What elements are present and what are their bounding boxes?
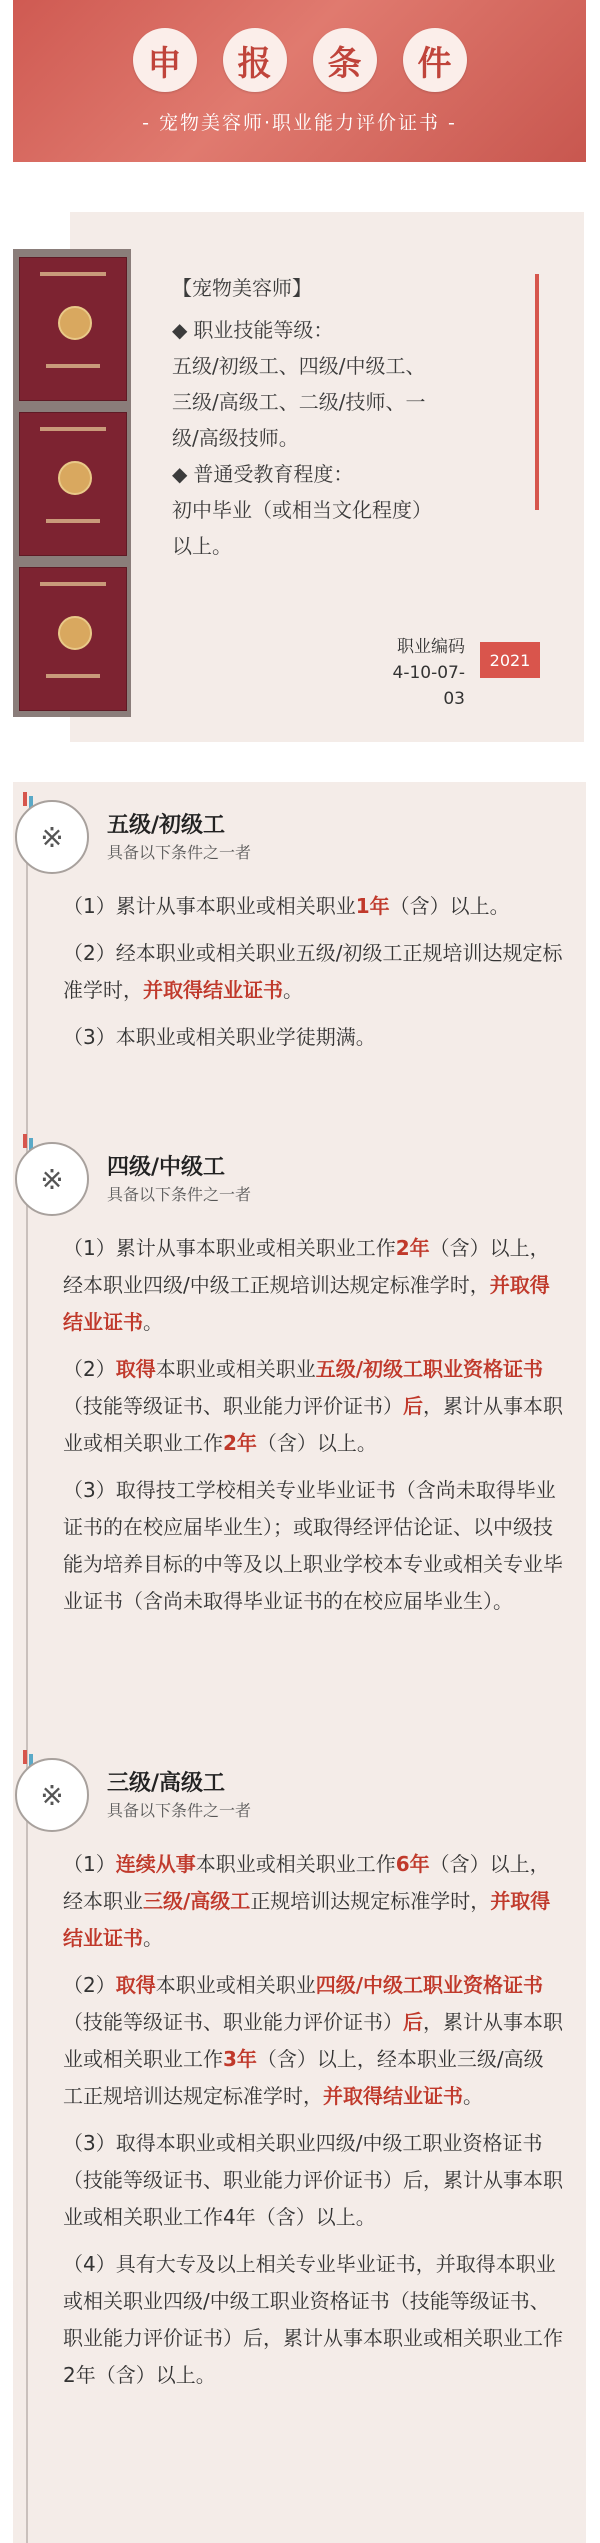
skill-heading: ◆ 职业技能等级： [172, 312, 512, 348]
condition-text: （含）以上，经本职业四级/中级工正规培训达规定标准学时， [63, 1236, 550, 1297]
highlight-text: 取得 [115, 1357, 156, 1381]
section-body [63, 888, 563, 1066]
condition-text: 本职业或相关职业 [155, 1357, 316, 1381]
condition-item [63, 888, 563, 925]
certificate-image [19, 412, 127, 556]
certificate-image [19, 567, 127, 711]
certificate-image [19, 257, 127, 401]
condition-item [63, 1019, 563, 1056]
condition-text: （1） [63, 1852, 116, 1876]
title-char: 件 [403, 28, 467, 92]
highlight-text: 后 [403, 1394, 423, 1418]
section-body [63, 1230, 563, 1630]
condition-text: （3）取得技工学校相关专业毕业证书（含尚未取得毕业证书的在校应届毕业生）；或取得经评估论证、以中级技能为培养目标的中等及以上职业学校本专业或相关专业毕业证书（含尚未取得毕业证书的在校应届毕业生）。 [63, 1478, 563, 1613]
highlight-text: 取得 [115, 1973, 156, 1997]
condition-item [63, 935, 563, 1009]
condition-text: 本职业或相关职业 [155, 1973, 316, 1997]
flag-red [23, 1750, 27, 1764]
condition-text: ，累计从事本职业或相关职业工作 [63, 1394, 563, 1455]
condition-text: ，累计从事本职业或相关职业工作 [63, 2010, 563, 2071]
section-title: 三级/高级工 [107, 1771, 226, 1796]
condition-text: （2）经本职业或相关职业五级/初级工正规培训达规定标准学时， [63, 941, 563, 1002]
edu-line: 初中毕业（或相当文化程度） [172, 498, 432, 522]
condition-text: （4）具有大专及以上相关专业毕业证书，并取得本职业或相关职业四级/中级工职业资格证书（技能等级证书、职业能力评价证书）后，累计从事本职业或相关职业工作2年（含）以上。 [63, 2252, 563, 2387]
intro-accent-bar [535, 274, 539, 510]
condition-text: （1）累计从事本职业或相关职业 [63, 894, 356, 918]
certificate-photo [13, 249, 131, 717]
intro-text [172, 270, 512, 564]
banner-subtitle: - 宠物美容师·职业能力评价证书 - [142, 112, 457, 134]
highlight-text: 并取得结业证书 [63, 1273, 550, 1334]
highlight-text: 并取得结业证书 [143, 978, 283, 1002]
condition-text: （含）以上。 [389, 894, 510, 918]
highlight-text: 1年 [355, 894, 390, 918]
condition-text: （技能等级证书、职业能力评价证书） [63, 2010, 403, 2034]
section-body [63, 1846, 563, 2404]
skill-line: 级/高级技师。 [172, 426, 299, 450]
code-value: 4-10-07-03 [392, 663, 465, 709]
diamond-icon: ◆ [172, 318, 188, 342]
section-subtitle: 具备以下条件之一者 [107, 1185, 252, 1204]
condition-item [63, 1846, 563, 1957]
edu-line: 以上。 [172, 534, 232, 558]
section-subtitle: 具备以下条件之一者 [107, 1801, 252, 1820]
condition-text: （含）以上，经本职业三级/高级工正规培训达规定标准学时， [63, 2047, 544, 2108]
diamond-icon: ◆ [172, 462, 188, 486]
condition-text: （2） [63, 1357, 116, 1381]
highlight-text: 并取得结业证书 [63, 1889, 551, 1950]
highlight-text: 3年 [223, 2047, 257, 2071]
condition-text: （1）累计从事本职业或相关职业工作 [63, 1236, 396, 1260]
condition-text: 。 [143, 1310, 163, 1334]
condition-text: （含）以上。 [256, 1431, 377, 1455]
section-title: 四级/中级工 [107, 1155, 226, 1180]
highlight-text: 连续从事 [115, 1852, 196, 1876]
title-char: 申 [133, 28, 197, 92]
condition-item [63, 1230, 563, 1341]
reference-mark-icon: ※ [15, 1142, 89, 1216]
highlight-text: 后 [403, 2010, 423, 2034]
condition-item [63, 1351, 563, 1462]
condition-item [63, 1472, 563, 1620]
condition-text: 。 [283, 978, 303, 1002]
condition-text: （含）以上，经本职业 [63, 1852, 550, 1913]
reference-mark-icon: ※ [15, 1758, 89, 1832]
condition-item [63, 1967, 563, 2115]
condition-text: 。 [143, 1926, 163, 1950]
condition-text: （3）取得本职业或相关职业四级/中级工职业资格证书（技能等级证书、职业能力评价证书）后，累计从事本职业或相关职业工作4年（含）以上。 [63, 2131, 563, 2229]
occupation-title: 【宠物美容师】 [172, 276, 312, 300]
timeline-line [26, 846, 28, 2543]
condition-text: 本职业或相关职业工作 [195, 1852, 396, 1876]
highlight-text: 6年 [395, 1852, 430, 1876]
condition-text: 正规培训达规定标准学时， [250, 1889, 491, 1913]
highlight-text: 五级/初级工职业资格证书 [315, 1357, 544, 1381]
section-subtitle: 具备以下条件之一者 [107, 843, 252, 862]
skill-line: 三级/高级工、二级/技师、一 [172, 390, 426, 414]
condition-text: （3）本职业或相关职业学徒期满。 [63, 1025, 376, 1049]
condition-text: （技能等级证书、职业能力评价证书） [63, 1394, 403, 1418]
highlight-text: 四级/中级工职业资格证书 [315, 1973, 544, 1997]
condition-text: （2） [63, 1973, 116, 1997]
code-label: 职业编码 [397, 637, 465, 657]
edu-heading: ◆ 普通受教育程度： [172, 456, 512, 492]
title-char: 报 [223, 28, 287, 92]
flag-red [23, 792, 27, 806]
condition-item [63, 2246, 563, 2394]
highlight-text: 2年 [223, 1431, 257, 1455]
flag-red [23, 1134, 27, 1148]
condition-item [63, 2125, 563, 2236]
section-title: 五级/初级工 [107, 813, 226, 838]
header-banner [13, 0, 586, 162]
highlight-text: 三级/高级工 [143, 1889, 251, 1913]
highlight-text: 2年 [395, 1236, 430, 1260]
title-char: 条 [313, 28, 377, 92]
title-chars [13, 28, 586, 92]
reference-mark-icon: ※ [15, 800, 89, 874]
occupation-code [375, 634, 465, 712]
year-badge: 2021 [480, 642, 540, 678]
skill-line: 五级/初级工、四级/中级工、 [172, 354, 426, 378]
condition-text: 。 [463, 2084, 483, 2108]
highlight-text: 并取得结业证书 [323, 2084, 463, 2108]
